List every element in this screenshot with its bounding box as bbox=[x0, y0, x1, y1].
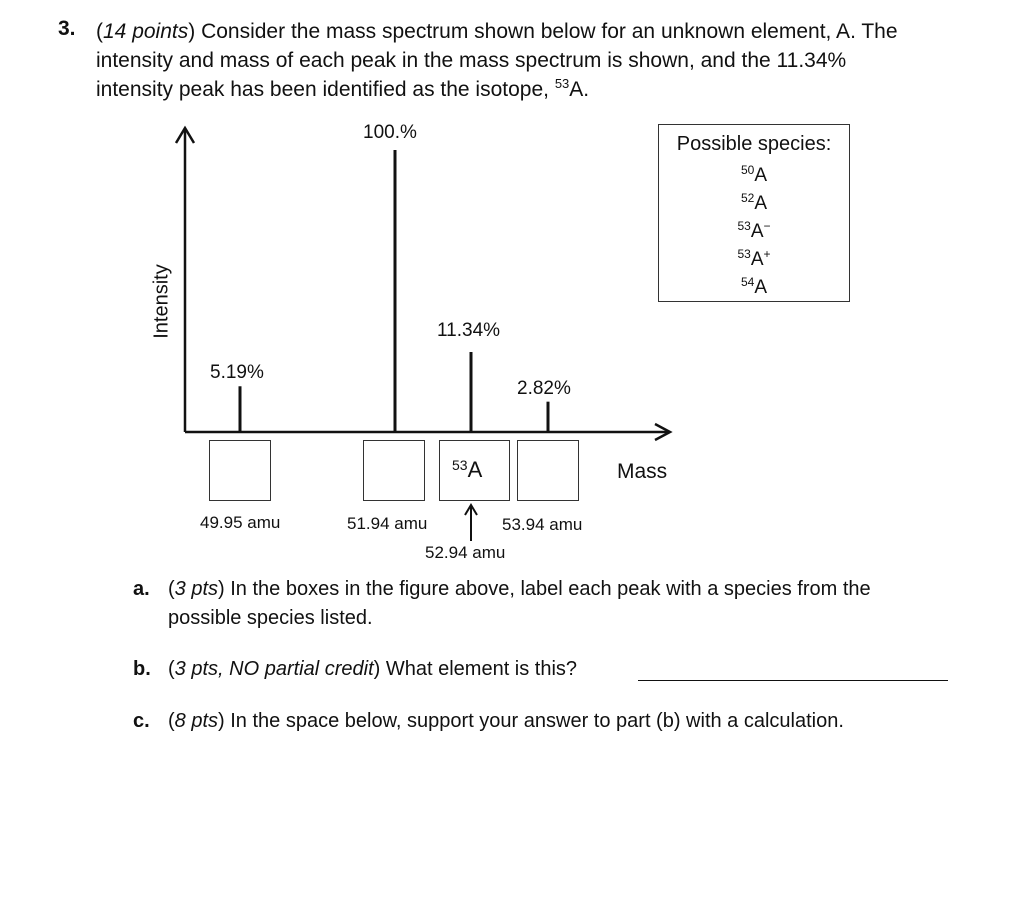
part-a-line-2: possible species listed. bbox=[168, 607, 373, 629]
part-c-text: (8 pts) In the space below, support your answer to part (b) with a calculation. bbox=[168, 710, 844, 732]
isotope-mass-number: 53 bbox=[554, 76, 570, 91]
part-b: b. bbox=[133, 658, 151, 680]
species-item: $^{50}$A bbox=[740, 163, 768, 186]
identified-box-label: $^{53}$A bbox=[452, 457, 483, 482]
peak-label-49.95: 5.19% bbox=[210, 362, 264, 383]
mass-label-49.95: 49.95 amu bbox=[200, 513, 281, 532]
isotope-symbol: A. bbox=[569, 78, 590, 101]
species-item: $^{53}$A− bbox=[737, 219, 771, 242]
x-axis-label: Mass bbox=[617, 460, 668, 483]
species-item: $^{54}$A bbox=[740, 275, 768, 298]
possible-species-title: Possible species: bbox=[676, 133, 832, 155]
possible-species-box bbox=[658, 124, 850, 302]
question-line-1: (14 points) Consider the mass spectrum shown below for an unknown element, A. The bbox=[96, 20, 898, 43]
answer-box-49.95[interactable] bbox=[209, 440, 271, 501]
part-b-text: (3 pts, NO partial credit) What element is this? bbox=[168, 658, 578, 680]
species-item: $^{52}$A bbox=[740, 191, 768, 214]
question-line-1-text: Consider the mass spectrum shown below for an unknown element, A. The bbox=[201, 20, 898, 43]
question-points: 14 points bbox=[103, 20, 189, 43]
mass-label-51.94: 51.94 amu bbox=[347, 514, 428, 533]
species-item: $^{53}$A+ bbox=[737, 247, 771, 270]
peak-label-53.94: 2.82% bbox=[517, 378, 571, 399]
peak-label-52.94: 11.34% bbox=[437, 320, 501, 341]
mass-label-52.94: 52.94 amu bbox=[425, 543, 506, 562]
answer-box-53.94[interactable] bbox=[517, 440, 579, 501]
part-b-answer-blank[interactable] bbox=[638, 656, 948, 681]
peak-label-51.94: 100.% bbox=[363, 122, 417, 143]
answer-box-51.94[interactable] bbox=[363, 440, 425, 501]
part-a-line-1: (3 pts) In the boxes in the figure above, label each peak with a species from the bbox=[168, 578, 871, 600]
mass-label-53.94: 53.94 amu bbox=[502, 515, 583, 534]
part-c: c. bbox=[133, 710, 150, 732]
question-line-3-text: intensity peak has been identified as the isotope, bbox=[96, 78, 549, 101]
answer-box-52.94 bbox=[439, 440, 510, 501]
part-a: a. bbox=[133, 578, 150, 600]
y-axis-label: Intensity bbox=[150, 264, 173, 339]
question-number: 3. bbox=[58, 17, 76, 40]
question-line-2: intensity and mass of each peak in the mass spectrum is shown, and the 11.34% bbox=[96, 49, 847, 72]
